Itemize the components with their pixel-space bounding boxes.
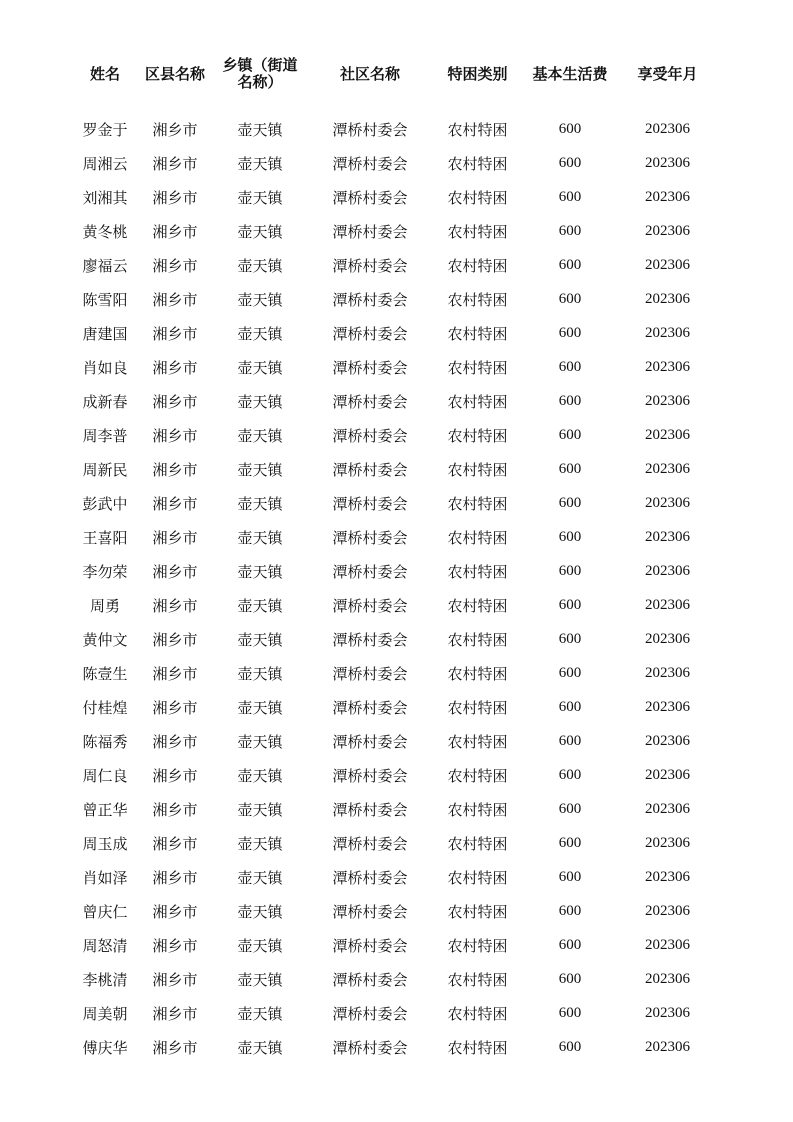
table-row [70,350,720,384]
cell-county: 湘乡市 [152,596,198,615]
cell-type: 农村特困 [447,766,508,785]
cell-community: 潭桥村委会 [332,256,408,275]
cell-living-fee: 600 [558,358,582,375]
cell-community: 潭桥村委会 [332,970,408,989]
cell-community: 潭桥村委会 [332,562,408,581]
cell-town: 壶天镇 [237,562,283,581]
cell-town: 壶天镇 [237,698,283,717]
cell-town: 壶天镇 [237,732,283,751]
table-row [70,316,720,350]
cell-community: 潭桥村委会 [332,664,408,683]
cell-name: 彭武中 [82,494,128,513]
cell-name: 李桃清 [82,970,128,989]
cell-living-fee: 600 [558,426,582,443]
cell-type: 农村特困 [447,936,508,955]
cell-town: 壶天镇 [237,154,283,173]
cell-month: 202306 [645,1038,690,1055]
cell-living-fee: 600 [558,290,582,307]
cell-month: 202306 [645,120,690,137]
cell-community: 潭桥村委会 [332,222,408,241]
cell-living-fee: 600 [558,222,582,239]
cell-type: 农村特困 [447,188,508,207]
cell-county: 湘乡市 [152,800,198,819]
cell-living-fee: 600 [558,630,582,647]
cell-town: 壶天镇 [237,1038,283,1057]
header-type: 特困类别 [447,64,508,83]
cell-town: 壶天镇 [237,222,283,241]
table-row [70,418,720,452]
cell-type: 农村特困 [447,290,508,309]
cell-town: 壶天镇 [237,902,283,921]
cell-living-fee: 600 [558,1038,582,1055]
table-row [70,452,720,486]
cell-town: 壶天镇 [237,1004,283,1023]
cell-county: 湘乡市 [152,154,198,173]
cell-living-fee: 600 [558,970,582,987]
cell-type: 农村特困 [447,732,508,751]
cell-living-fee: 600 [558,834,582,851]
cell-month: 202306 [645,868,690,885]
cell-county: 湘乡市 [152,630,198,649]
cell-living-fee: 600 [558,800,582,817]
cell-living-fee: 600 [558,902,582,919]
cell-town: 壶天镇 [237,528,283,547]
cell-name: 付桂煌 [82,698,128,717]
table-row [70,94,720,146]
cell-town: 壶天镇 [237,120,283,139]
table-row [70,282,720,316]
cell-community: 潭桥村委会 [332,732,408,751]
cell-community: 潭桥村委会 [332,290,408,309]
cell-community: 潭桥村委会 [332,868,408,887]
table-row [70,588,720,622]
cell-county: 湘乡市 [152,256,198,275]
cell-month: 202306 [645,222,690,239]
cell-name: 王喜阳 [82,528,128,547]
cell-type: 农村特困 [447,222,508,241]
cell-month: 202306 [645,732,690,749]
cell-county: 湘乡市 [152,188,198,207]
cell-county: 湘乡市 [152,460,198,479]
cell-type: 农村特困 [447,528,508,547]
cell-month: 202306 [645,154,690,171]
cell-type: 农村特困 [447,120,508,139]
cell-name: 肖如泽 [82,868,128,887]
header-row [70,54,720,94]
cell-community: 潭桥村委会 [332,494,408,513]
cell-type: 农村特困 [447,970,508,989]
cell-living-fee: 600 [558,562,582,579]
cell-name: 肖如良 [82,358,128,377]
cell-county: 湘乡市 [152,698,198,717]
cell-month: 202306 [645,596,690,613]
cell-type: 农村特困 [447,834,508,853]
cell-type: 农村特困 [447,698,508,717]
cell-month: 202306 [645,460,690,477]
cell-town: 壶天镇 [237,392,283,411]
table-row [70,180,720,214]
cell-town: 壶天镇 [237,188,283,207]
cell-name: 曾庆仁 [82,902,128,921]
cell-month: 202306 [645,358,690,375]
cell-month: 202306 [645,290,690,307]
cell-type: 农村特困 [447,358,508,377]
cell-town: 壶天镇 [237,800,283,819]
table-row [70,962,720,996]
cell-town: 壶天镇 [237,936,283,955]
cell-county: 湘乡市 [152,426,198,445]
cell-type: 农村特困 [447,494,508,513]
cell-town: 壶天镇 [237,460,283,479]
cell-living-fee: 600 [558,732,582,749]
table-row [70,1030,720,1064]
cell-type: 农村特困 [447,596,508,615]
cell-month: 202306 [645,664,690,681]
cell-living-fee: 600 [558,868,582,885]
table-row [70,724,720,758]
cell-community: 潭桥村委会 [332,324,408,343]
cell-county: 湘乡市 [152,664,198,683]
cell-living-fee: 600 [558,494,582,511]
cell-town: 壶天镇 [237,766,283,785]
cell-living-fee: 600 [558,256,582,273]
cell-month: 202306 [645,766,690,783]
cell-type: 农村特困 [447,154,508,173]
cell-county: 湘乡市 [152,562,198,581]
cell-name: 周仁良 [82,766,128,785]
header-town-line2: 名称） [237,73,283,91]
cell-month: 202306 [645,494,690,511]
cell-name: 成新春 [82,392,128,411]
header-town [210,54,310,94]
cell-county: 湘乡市 [152,324,198,343]
table-row [70,146,720,180]
cell-type: 农村特困 [447,392,508,411]
header-town-line1: 乡镇（街道 [222,56,298,74]
cell-type: 农村特困 [447,426,508,445]
cell-town: 壶天镇 [237,256,283,275]
cell-county: 湘乡市 [152,222,198,241]
table-row [70,894,720,928]
cell-name: 傅庆华 [82,1038,128,1057]
cell-community: 潭桥村委会 [332,154,408,173]
cell-living-fee: 600 [558,188,582,205]
cell-community: 潭桥村委会 [332,596,408,615]
cell-town: 壶天镇 [237,358,283,377]
cell-type: 农村特困 [447,256,508,275]
cell-living-fee: 600 [558,596,582,613]
table-row [70,214,720,248]
cell-month: 202306 [645,970,690,987]
cell-name: 罗金于 [82,120,128,139]
cell-living-fee: 600 [558,936,582,953]
cell-community: 潭桥村委会 [332,630,408,649]
cell-month: 202306 [645,562,690,579]
cell-name: 周勇 [89,596,120,615]
cell-name: 周新民 [82,460,128,479]
table-row [70,520,720,554]
cell-name: 周湘云 [82,154,128,173]
cell-county: 湘乡市 [152,766,198,785]
cell-type: 农村特困 [447,324,508,343]
cell-name: 周李普 [82,426,128,445]
table-row [70,554,720,588]
cell-county: 湘乡市 [152,1038,198,1057]
cell-month: 202306 [645,902,690,919]
cell-county: 湘乡市 [152,868,198,887]
cell-type: 农村特困 [447,460,508,479]
table-row [70,384,720,418]
cell-living-fee: 600 [558,120,582,137]
cell-name: 刘湘其 [82,188,128,207]
cell-name: 周美朝 [82,1004,128,1023]
cell-type: 农村特困 [447,630,508,649]
cell-type: 农村特困 [447,868,508,887]
cell-month: 202306 [645,188,690,205]
table-row [70,690,720,724]
header-name: 姓名 [89,64,120,83]
cell-living-fee: 600 [558,154,582,171]
cell-county: 湘乡市 [152,494,198,513]
table-row [70,860,720,894]
cell-community: 潭桥村委会 [332,358,408,377]
cell-name: 黄仲文 [82,630,128,649]
cell-type: 农村特困 [447,562,508,581]
cell-county: 湘乡市 [152,936,198,955]
cell-town: 壶天镇 [237,664,283,683]
cell-type: 农村特困 [447,902,508,921]
cell-county: 湘乡市 [152,902,198,921]
cell-community: 潭桥村委会 [332,800,408,819]
cell-county: 湘乡市 [152,358,198,377]
header-month: 享受年月 [637,64,698,83]
cell-town: 壶天镇 [237,868,283,887]
cell-month: 202306 [645,426,690,443]
cell-living-fee: 600 [558,324,582,341]
cell-community: 潭桥村委会 [332,902,408,921]
cell-name: 陈壹生 [82,664,128,683]
cell-county: 湘乡市 [152,970,198,989]
cell-name: 周怒清 [82,936,128,955]
cell-town: 壶天镇 [237,324,283,343]
table-row [70,928,720,962]
cell-living-fee: 600 [558,528,582,545]
cell-community: 潭桥村委会 [332,120,408,139]
cell-month: 202306 [645,528,690,545]
cell-town: 壶天镇 [237,834,283,853]
cell-county: 湘乡市 [152,834,198,853]
table-header [70,54,720,94]
cell-name: 唐建国 [82,324,128,343]
table-row [70,826,720,860]
cell-living-fee: 600 [558,766,582,783]
cell-community: 潭桥村委会 [332,834,408,853]
cell-community: 潭桥村委会 [332,698,408,717]
cell-county: 湘乡市 [152,732,198,751]
table-row [70,996,720,1030]
cell-town: 壶天镇 [237,596,283,615]
table-row [70,758,720,792]
cell-town: 壶天镇 [237,630,283,649]
cell-living-fee: 600 [558,392,582,409]
cell-month: 202306 [645,392,690,409]
cell-name: 廖福云 [82,256,128,275]
cell-county: 湘乡市 [152,528,198,547]
cell-living-fee: 600 [558,460,582,477]
cell-town: 壶天镇 [237,290,283,309]
cell-month: 202306 [645,800,690,817]
cell-community: 潭桥村委会 [332,460,408,479]
cell-name: 陈福秀 [82,732,128,751]
table-row [70,622,720,656]
table-row [70,248,720,282]
cell-community: 潭桥村委会 [332,1038,408,1057]
table-row [70,656,720,690]
cell-type: 农村特困 [447,1004,508,1023]
table-row [70,792,720,826]
cell-town: 壶天镇 [237,970,283,989]
cell-type: 农村特困 [447,1038,508,1057]
cell-county: 湘乡市 [152,1004,198,1023]
cell-name: 曾正华 [82,800,128,819]
cell-town: 壶天镇 [237,426,283,445]
cell-month: 202306 [645,630,690,647]
cell-town: 壶天镇 [237,494,283,513]
cell-community: 潭桥村委会 [332,1004,408,1023]
relief-recipients-table [70,54,720,1064]
cell-community: 潭桥村委会 [332,936,408,955]
cell-month: 202306 [645,936,690,953]
cell-community: 潭桥村委会 [332,392,408,411]
cell-type: 农村特困 [447,800,508,819]
cell-county: 湘乡市 [152,120,198,139]
table-row [70,486,720,520]
cell-month: 202306 [645,256,690,273]
cell-county: 湘乡市 [152,290,198,309]
cell-name: 黄冬桃 [82,222,128,241]
cell-month: 202306 [645,698,690,715]
cell-name: 李勿荣 [82,562,128,581]
cell-living-fee: 600 [558,1004,582,1021]
table-body [70,94,720,1064]
cell-community: 潭桥村委会 [332,188,408,207]
cell-living-fee: 600 [558,664,582,681]
cell-community: 潭桥村委会 [332,528,408,547]
header-living-fee: 基本生活费 [532,64,608,83]
cell-community: 潭桥村委会 [332,766,408,785]
cell-community: 潭桥村委会 [332,426,408,445]
header-community: 社区名称 [339,64,400,83]
cell-name: 陈雪阳 [82,290,128,309]
header-county: 区县名称 [144,64,205,83]
cell-name: 周玉成 [82,834,128,853]
cell-type: 农村特困 [447,664,508,683]
cell-month: 202306 [645,1004,690,1021]
cell-month: 202306 [645,834,690,851]
cell-county: 湘乡市 [152,392,198,411]
cell-living-fee: 600 [558,698,582,715]
cell-month: 202306 [645,324,690,341]
